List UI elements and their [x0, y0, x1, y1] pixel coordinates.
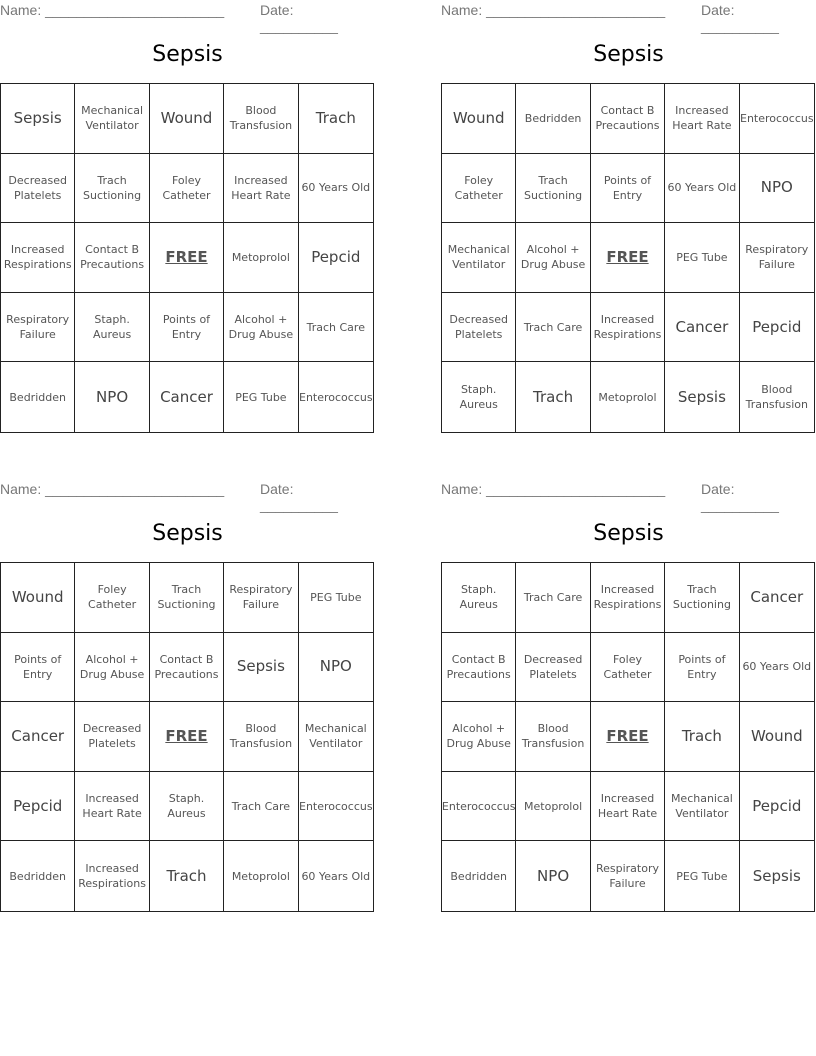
bingo-cell: Cancer: [665, 293, 739, 363]
bingo-cell: Enterococcus: [299, 390, 373, 404]
bingo-cell: Metoprolol: [591, 362, 665, 432]
bingo-cell: Respiratory Failure: [591, 841, 665, 911]
bingo-cell: Alcohol + Drug Abuse: [516, 223, 590, 293]
bingo-cell: Cancer: [740, 563, 814, 633]
bingo-card-3: [0, 479, 375, 919]
bingo-cell: Alcohol + Drug Abuse: [442, 702, 516, 772]
bingo-cell: Increased Heart Rate: [591, 772, 665, 842]
card-header: [0, 2, 375, 34]
bingo-cell: Bedridden: [516, 84, 590, 154]
bingo-cell: Decreased Platelets: [1, 154, 75, 224]
bingo-cell: Trach: [150, 841, 224, 911]
bingo-cell: Decreased Platelets: [75, 702, 149, 772]
bingo-cell: Blood Transfusion: [745, 383, 808, 412]
card-title: Sepsis: [593, 42, 664, 67]
card-header: [0, 481, 375, 513]
bingo-cell: Increased Respirations: [591, 293, 665, 363]
bingo-cell: Trach Care: [516, 563, 590, 633]
bingo-cell: Enterococcus: [442, 772, 516, 842]
bingo-cell: NPO: [740, 154, 814, 224]
bingo-cell: Trach Suctioning: [516, 154, 590, 224]
bingo-grid: [0, 562, 374, 912]
bingo-card-2: [441, 0, 816, 440]
bingo-cell: Decreased Platelets: [442, 293, 516, 363]
bingo-cell: Respiratory Failure: [224, 563, 298, 633]
card-title: Sepsis: [593, 521, 664, 546]
bingo-cell: Metoprolol: [224, 223, 298, 293]
bingo-cell: Bedridden: [1, 362, 75, 432]
bingo-cell: Wound: [740, 702, 814, 772]
bingo-cell: Staph. Aureus: [150, 772, 224, 842]
bingo-cell: Sepsis: [665, 362, 739, 432]
bingo-cell: Mechanical Ventilator: [665, 772, 739, 842]
bingo-grid: [441, 83, 815, 433]
bingo-cell: Increased Heart Rate: [665, 84, 739, 154]
bingo-cell: Trach Care: [224, 772, 298, 842]
bingo-cell: PEG Tube: [665, 223, 739, 293]
free-space: FREE: [591, 702, 665, 772]
bingo-cell: Foley Catheter: [591, 633, 665, 703]
bingo-cell: PEG Tube: [224, 362, 298, 432]
bingo-cell: Points of Entry: [591, 154, 665, 224]
bingo-cell: PEG Tube: [299, 563, 373, 633]
bingo-cell: Alcohol + Drug Abuse: [75, 633, 149, 703]
date-line: Date: __________: [701, 481, 779, 513]
bingo-cell: NPO: [299, 633, 373, 703]
bingo-cell: Blood Transfusion: [516, 702, 590, 772]
card-header: [441, 481, 816, 513]
bingo-cell: NPO: [516, 841, 590, 911]
date-line: Date: __________: [260, 481, 338, 513]
bingo-cell: Increased Heart Rate: [75, 772, 149, 842]
bingo-cell: Sepsis: [1, 84, 75, 154]
bingo-grid: [441, 562, 815, 912]
free-space: FREE: [150, 702, 224, 772]
bingo-cell: Respiratory Failure: [1, 293, 75, 363]
bingo-cell: Cancer: [150, 362, 224, 432]
bingo-grid: [0, 83, 374, 433]
bingo-cell: Sepsis: [752, 866, 801, 885]
bingo-cell: Contact B Precautions: [591, 84, 665, 154]
bingo-cell: Sepsis: [224, 633, 298, 703]
bingo-cell: Foley Catheter: [442, 154, 516, 224]
name-line: Name: _______________________: [0, 481, 225, 497]
bingo-cell: Trach Care: [516, 293, 590, 363]
name-line: Name: _______________________: [441, 2, 666, 18]
bingo-cell: PEG Tube: [665, 841, 739, 911]
bingo-cell: Pepcid: [1, 772, 75, 842]
bingo-cell: Mechanical Ventilator: [442, 223, 516, 293]
bingo-cell: Contact B Precautions: [75, 223, 149, 293]
bingo-cell: Contact B Precautions: [150, 633, 224, 703]
bingo-cell: Pepcid: [740, 293, 814, 363]
bingo-cell: Blood Transfusion: [224, 84, 298, 154]
card-header: [441, 2, 816, 34]
bingo-card-1: [0, 0, 375, 440]
bingo-cell: Respiratory Failure: [740, 223, 814, 293]
bingo-cell: Cancer: [1, 702, 75, 772]
bingo-cell: 60 Years Old: [665, 154, 739, 224]
bingo-cell: Blood Transfusion: [224, 702, 298, 772]
bingo-cell: Contact B Precautions: [442, 633, 516, 703]
bingo-cell: Increased Respirations: [75, 841, 149, 911]
bingo-cell: Staph. Aureus: [75, 293, 149, 363]
bingo-cell: Mechanical Ventilator: [299, 702, 373, 772]
bingo-cell: Points of Entry: [150, 293, 224, 363]
bingo-cell: 60 Years Old: [299, 154, 373, 224]
bingo-cell: Wound: [442, 84, 516, 154]
bingo-card-4: [441, 479, 816, 919]
bingo-cell: Trach: [665, 702, 739, 772]
bingo-cell: Trach Suctioning: [75, 154, 149, 224]
bingo-cell: Staph. Aureus: [442, 362, 516, 432]
bingo-cell: Wound: [150, 84, 224, 154]
bingo-cell: Foley Catheter: [75, 563, 149, 633]
bingo-cell: Bedridden: [1, 841, 75, 911]
bingo-cell: Decreased Platelets: [516, 633, 590, 703]
bingo-cell: Trach Care: [299, 293, 373, 363]
bingo-cell: Pepcid: [299, 223, 373, 293]
bingo-cell: Increased Respirations: [1, 223, 75, 293]
bingo-cell: Metoprolol: [224, 841, 298, 911]
free-space: FREE: [150, 223, 224, 293]
date-line: Date: __________: [701, 2, 779, 34]
bingo-cell: Staph. Aureus: [442, 563, 516, 633]
bingo-cell: Enterococcus: [740, 84, 814, 154]
name-line: Name: _______________________: [441, 481, 666, 497]
date-line: Date: __________: [260, 2, 338, 34]
bingo-cell: NPO: [75, 362, 149, 432]
free-space: FREE: [591, 223, 665, 293]
bingo-cell: Trach: [299, 84, 373, 154]
bingo-cell: Trach Suctioning: [665, 563, 739, 633]
bingo-cell: Bedridden: [442, 841, 516, 911]
bingo-cell: Mechanical Ventilator: [75, 84, 149, 154]
bingo-cell: Wound: [1, 563, 75, 633]
bingo-cell: Increased Heart Rate: [224, 154, 298, 224]
name-line: Name: _______________________: [0, 2, 225, 18]
bingo-cell: Foley Catheter: [150, 154, 224, 224]
bingo-cell: Trach: [516, 362, 590, 432]
bingo-cell: Enterococcus: [299, 772, 373, 842]
card-title: Sepsis: [152, 521, 223, 546]
bingo-cell: 60 Years Old: [740, 633, 814, 703]
bingo-cell: Metoprolol: [516, 772, 590, 842]
bingo-cell: Points of Entry: [665, 633, 739, 703]
bingo-cell: 60 Years Old: [301, 869, 371, 883]
bingo-cell: Pepcid: [740, 772, 814, 842]
card-title: Sepsis: [152, 42, 223, 67]
bingo-cell: Trach Suctioning: [150, 563, 224, 633]
bingo-cell: Increased Respirations: [591, 563, 665, 633]
bingo-cell: Alcohol + Drug Abuse: [224, 293, 298, 363]
bingo-cell: Points of Entry: [1, 633, 75, 703]
